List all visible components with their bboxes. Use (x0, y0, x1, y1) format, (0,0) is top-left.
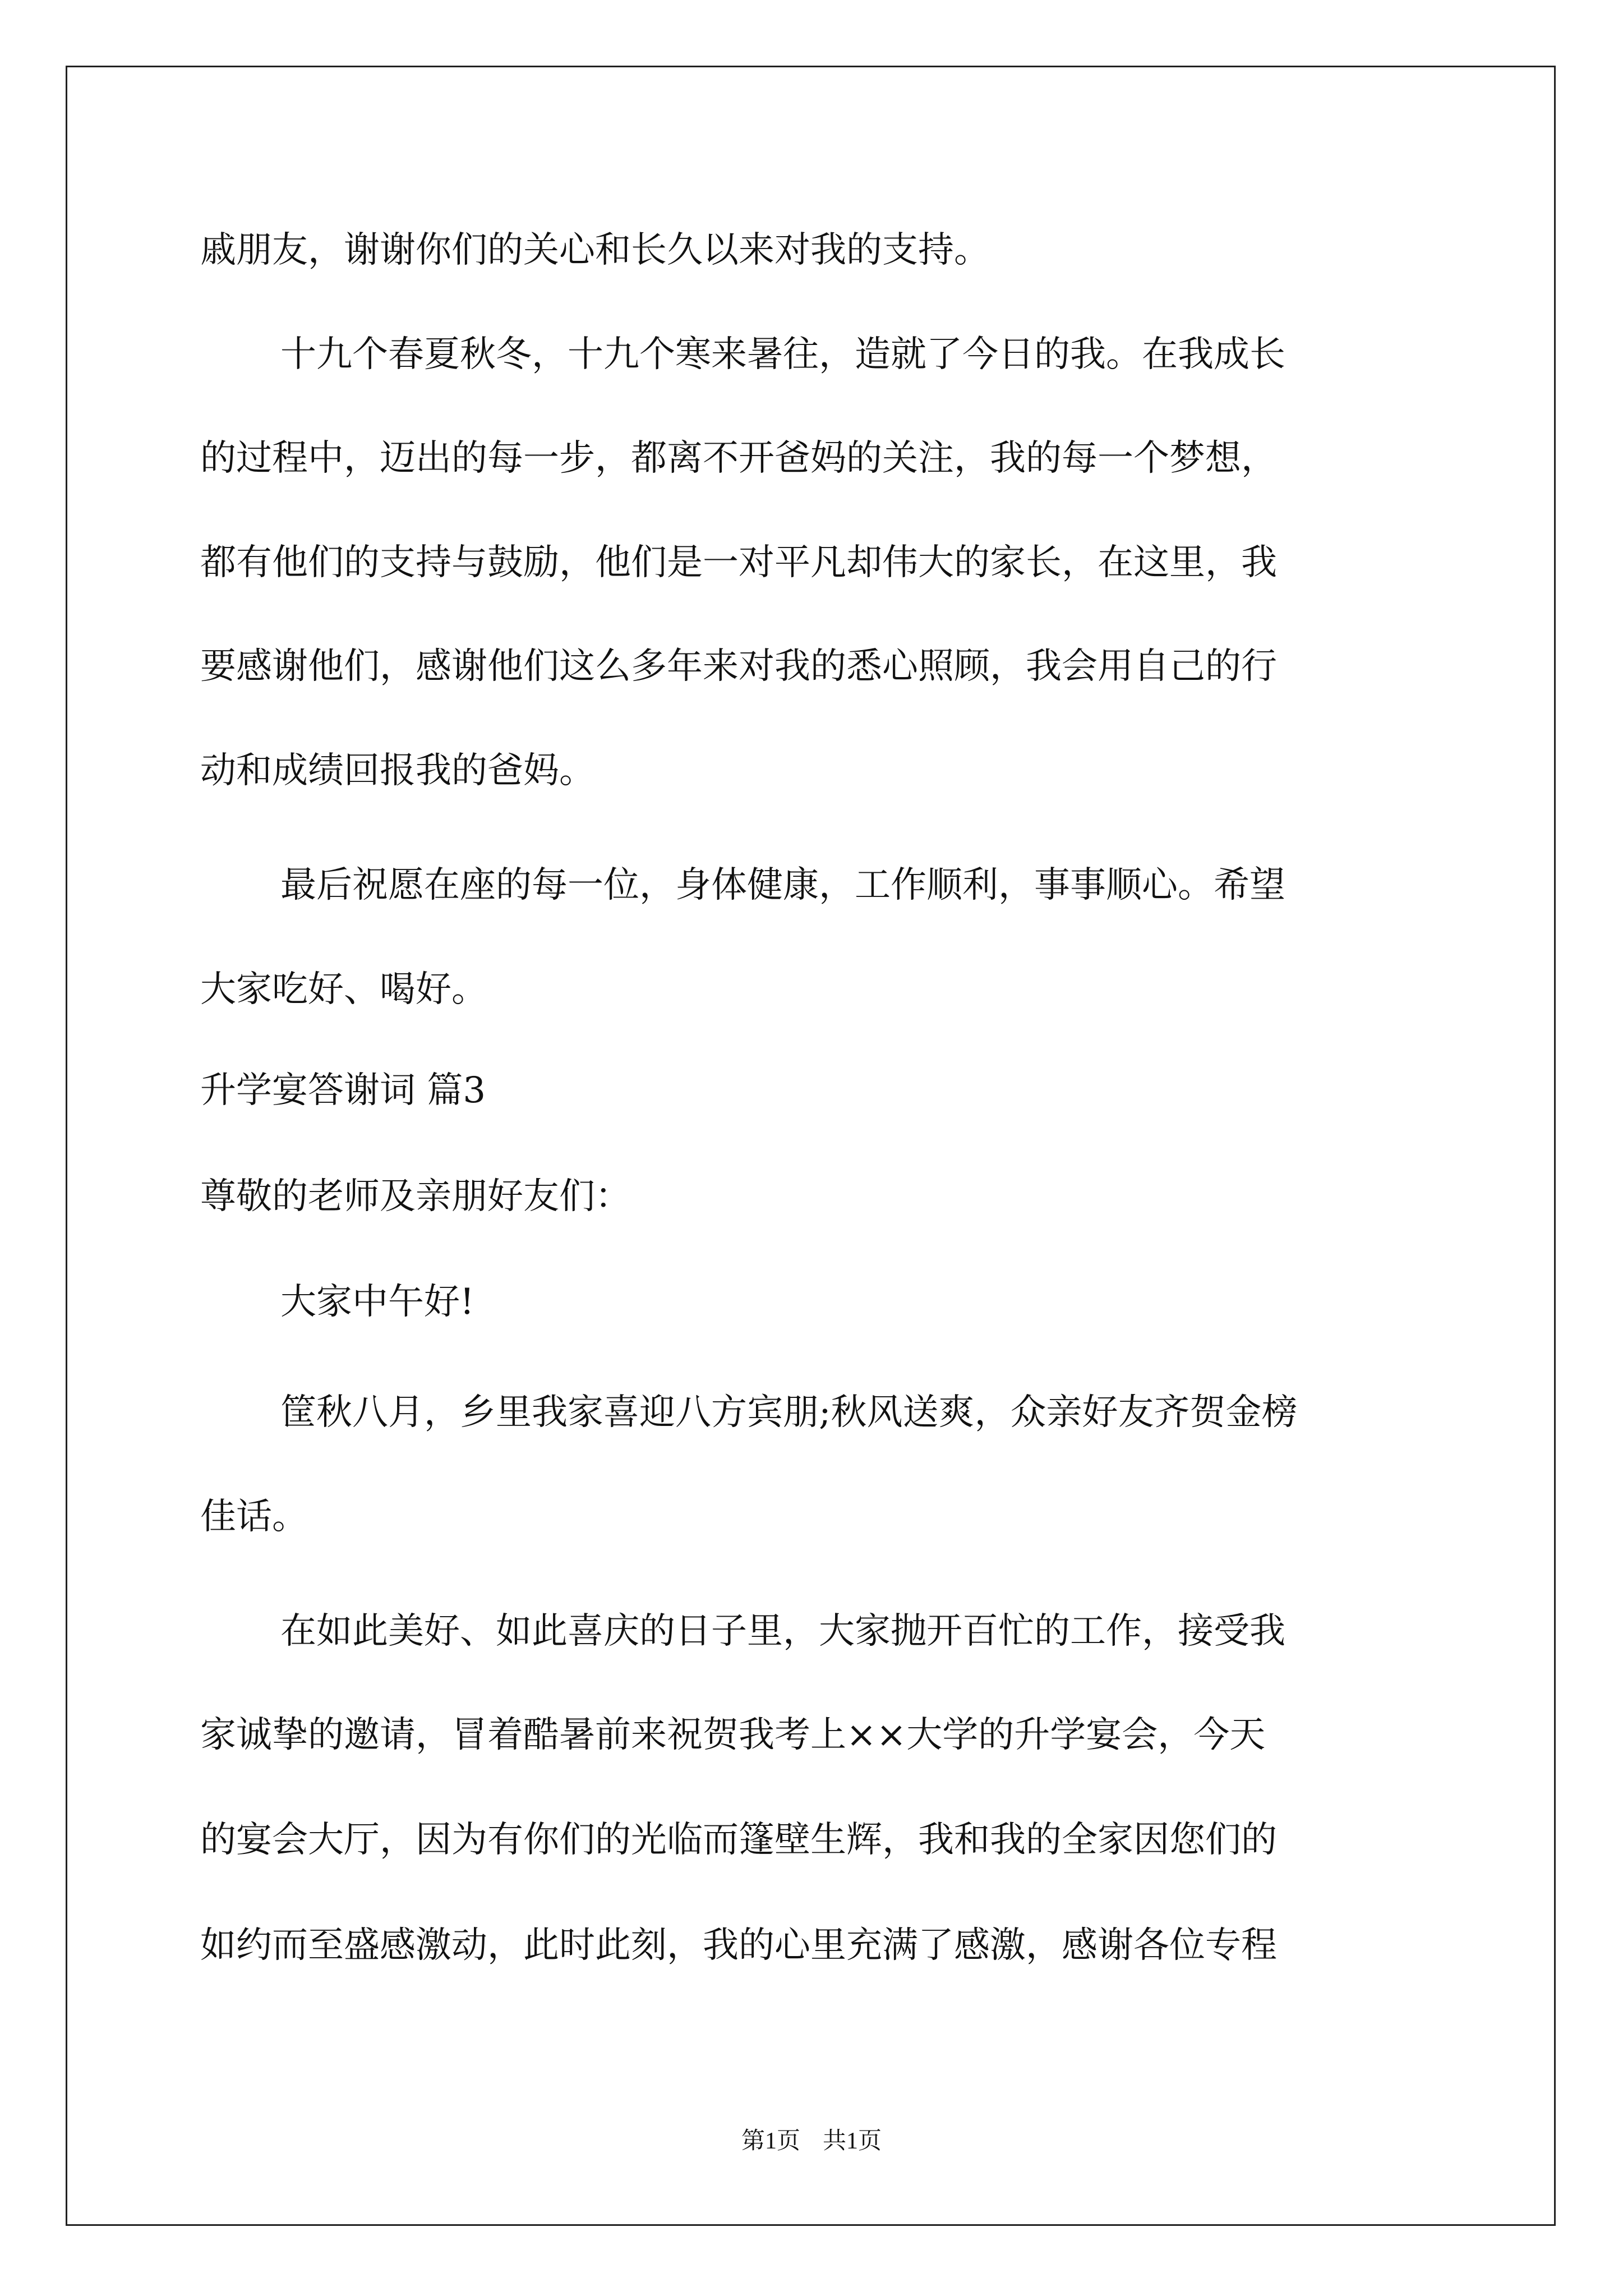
text-line: 大家吃好、喝好。 (200, 969, 487, 1010)
text-line: 佳话。 (200, 1496, 308, 1538)
salutation: 尊敬的老师及亲朋好友们： (200, 1176, 631, 1217)
paragraph-first-line: 最后祝愿在座的每一位，身体健康，工作顺利，事事顺心。希望 (280, 864, 1285, 906)
section-heading: 升学宴答谢词 篇3 (200, 1070, 486, 1111)
text-line: 的宴会大厅，因为有你们的光临而篷壁生辉，我和我的全家因您们的 (200, 1819, 1277, 1861)
greeting: 大家中午好! (280, 1281, 474, 1323)
text-line: 的过程中，迈出的每一步，都离不开爸妈的关注，我的每一个梦想， (200, 438, 1277, 479)
paragraph-first-line: 在如此美好、如此喜庆的日子里，大家抛开百忙的工作，接受我 (280, 1611, 1285, 1652)
text-line: 都有他们的支持与鼓励，他们是一对平凡却伟大的家长，在这里，我 (200, 542, 1277, 583)
text-line: 戚朋友，谢谢你们的关心和长久以来对我的支持。 (200, 229, 990, 271)
text-line: 要感谢他们，感谢他们这么多年来对我的悉心照顾，我会用自己的行 (200, 646, 1277, 687)
text-line: 如约而至盛感激动，此时此刻，我的心里充满了感激，感谢各位专程 (200, 1925, 1277, 1966)
page-total: 共1页 (823, 2128, 882, 2154)
paragraph-first-line: 十九个春夏秋冬，十九个寒来暑往，造就了今日的我。在我成长 (280, 334, 1285, 375)
page-number: 第1页 (741, 2128, 800, 2154)
page-border (66, 66, 1556, 2226)
page-footer (0, 2124, 1623, 2158)
paragraph-first-line: 筐秋八月，乡里我家喜迎八方宾朋;秋风送爽，众亲好友齐贺金榜 (280, 1392, 1298, 1433)
text-line: 家诚挚的邀请，冒着酷暑前来祝贺我考上××大学的升学宴会，今天 (200, 1714, 1266, 1756)
text-line: 动和成绩回报我的爸妈。 (200, 750, 595, 792)
